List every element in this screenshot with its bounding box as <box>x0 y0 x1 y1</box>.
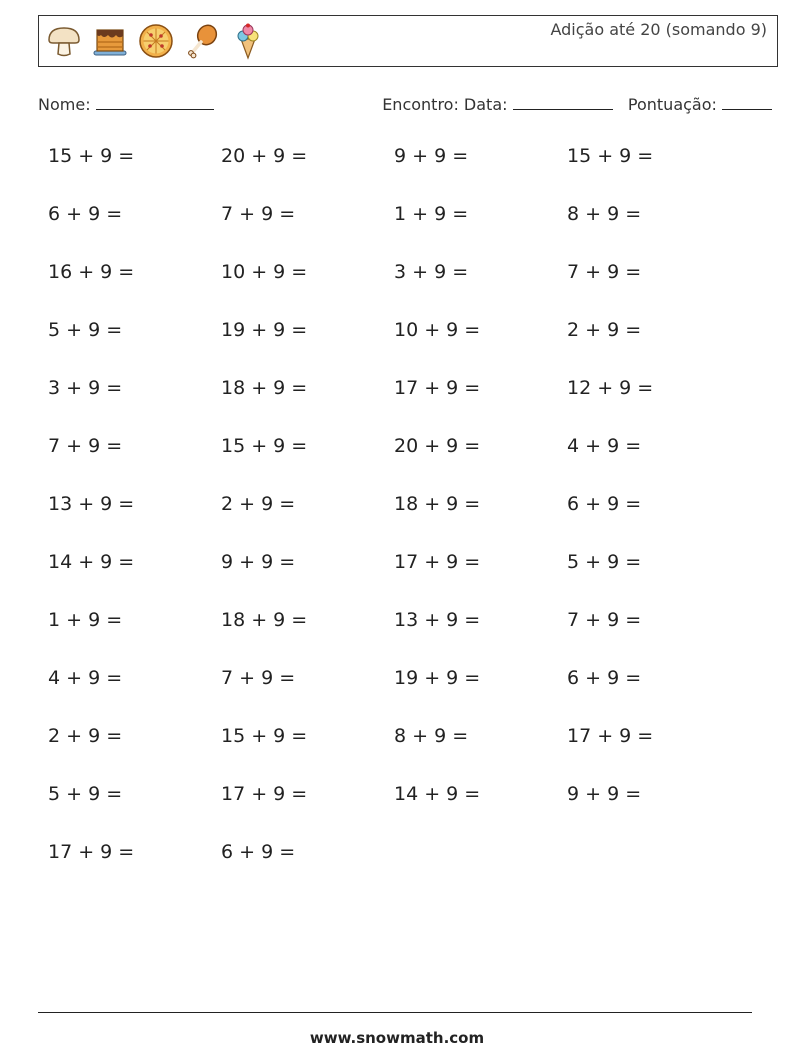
worksheet-title: Adição até 20 (somando 9) <box>550 20 767 39</box>
problem-item: 19 + 9 = <box>394 667 481 689</box>
problem-item: 9 + 9 = <box>394 145 469 167</box>
problem-item: 15 + 9 = <box>221 725 308 747</box>
problem-item: 7 + 9 = <box>567 609 642 631</box>
problem-item: 19 + 9 = <box>221 319 308 341</box>
problem-item: 2 + 9 = <box>48 725 123 747</box>
problem-grid <box>48 145 740 899</box>
problem-item: 5 + 9 = <box>48 783 123 805</box>
problem-item: 17 + 9 = <box>394 551 481 573</box>
problem-item: 9 + 9 = <box>221 551 296 573</box>
problem-item: 5 + 9 = <box>567 551 642 573</box>
problem-item: 8 + 9 = <box>394 725 469 747</box>
problem-item: 7 + 9 = <box>48 435 123 457</box>
problem-item: 17 + 9 = <box>221 783 308 805</box>
problem-item: 3 + 9 = <box>48 377 123 399</box>
problem-item: 6 + 9 = <box>567 493 642 515</box>
food-icons <box>45 22 267 60</box>
score-blank[interactable] <box>722 93 772 110</box>
problem-item: 1 + 9 = <box>48 609 123 631</box>
ice-cream-icon <box>229 22 267 60</box>
problem-item: 18 + 9 = <box>221 377 308 399</box>
mushroom-icon <box>45 22 83 60</box>
name-field <box>38 93 214 114</box>
pizza-icon <box>137 22 175 60</box>
problem-item: 6 + 9 = <box>221 841 296 863</box>
score-label: Pontuação: <box>627 95 717 114</box>
problem-item: 16 + 9 = <box>48 261 135 283</box>
problem-item: 20 + 9 = <box>221 145 308 167</box>
problem-item: 17 + 9 = <box>394 377 481 399</box>
problem-item: 14 + 9 = <box>48 551 135 573</box>
problem-item: 15 + 9 = <box>48 145 135 167</box>
worksheet-header <box>38 15 778 67</box>
problem-item: 10 + 9 = <box>221 261 308 283</box>
drumstick-icon <box>183 22 221 60</box>
problem-item: 13 + 9 = <box>48 493 135 515</box>
problem-item: 7 + 9 = <box>567 261 642 283</box>
problem-item: 9 + 9 = <box>567 783 642 805</box>
problem-item: 6 + 9 = <box>48 203 123 225</box>
problem-item: 8 + 9 = <box>567 203 642 225</box>
problem-item: 15 + 9 = <box>221 435 308 457</box>
problem-item: 20 + 9 = <box>394 435 481 457</box>
problem-item: 17 + 9 = <box>567 725 654 747</box>
date-blank[interactable] <box>513 93 613 110</box>
problem-item: 18 + 9 = <box>394 493 481 515</box>
footer-url: www.snowmath.com <box>309 1029 485 1047</box>
problem-item: 10 + 9 = <box>394 319 481 341</box>
problem-item: 4 + 9 = <box>567 435 642 457</box>
name-label: Nome: <box>38 95 91 114</box>
problem-item: 4 + 9 = <box>48 667 123 689</box>
right-fields <box>382 93 772 114</box>
problem-item: 12 + 9 = <box>567 377 654 399</box>
problem-item: 3 + 9 = <box>394 261 469 283</box>
encounter-date-label: Encontro: Data: <box>382 95 508 114</box>
problem-item: 17 + 9 = <box>48 841 135 863</box>
info-row <box>38 93 772 115</box>
problem-item: 2 + 9 = <box>567 319 642 341</box>
footer-divider <box>38 1012 752 1013</box>
problem-item: 7 + 9 = <box>221 203 296 225</box>
problem-item: 14 + 9 = <box>394 783 481 805</box>
problem-item: 13 + 9 = <box>394 609 481 631</box>
name-blank[interactable] <box>96 93 214 110</box>
problem-item: 6 + 9 = <box>567 667 642 689</box>
problem-item: 7 + 9 = <box>221 667 296 689</box>
problem-item: 5 + 9 = <box>48 319 123 341</box>
problem-item: 15 + 9 = <box>567 145 654 167</box>
problem-item: 1 + 9 = <box>394 203 469 225</box>
problem-item: 2 + 9 = <box>221 493 296 515</box>
cake-icon <box>91 22 129 60</box>
problem-item: 18 + 9 = <box>221 609 308 631</box>
